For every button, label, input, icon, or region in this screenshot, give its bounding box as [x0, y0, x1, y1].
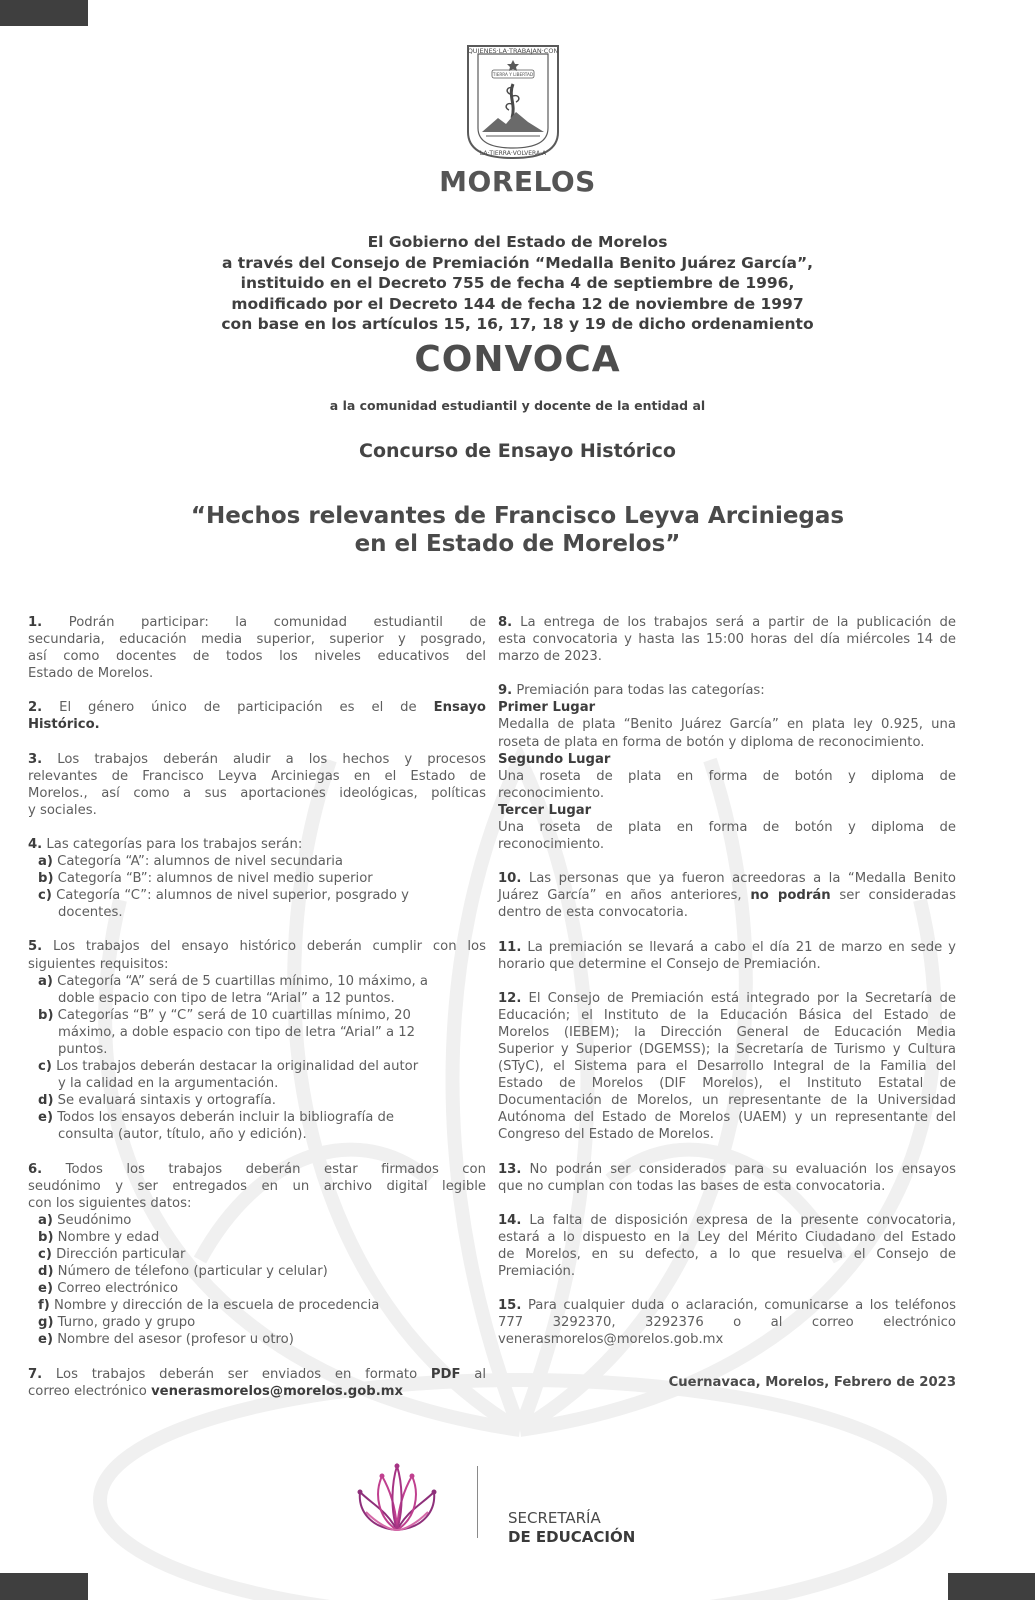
bases-right-column	[498, 614, 956, 1391]
base-text: Morelos., así como a sus aportaciones ideológicas, políticas	[28, 785, 486, 801]
base-text: Una roseta de plata en forma de botón y diploma de	[498, 820, 956, 836]
base-text: Para cualquier duda o aclaración, comunicarse a los teléfonos	[527, 1298, 956, 1314]
base-text: El género único de participación es el de	[59, 700, 417, 716]
base-bold-text: Histórico.	[28, 717, 100, 733]
base-text: (STyC), el Sistema para el Desarrollo Integral de la Familia del	[498, 1059, 956, 1075]
intro-line: a través del Consejo de Premiación “Medalla Benito Juárez García”,	[221, 253, 814, 272]
list-item-continuation: doble espacio con tipo de letra “Arial” a 12 puntos.	[58, 990, 395, 1006]
base-text: La falta de disposición expresa de la presente convocatoria,	[529, 1212, 956, 1228]
base-text: relevantes de Francisco Leyva Arciniegas en el Estado de	[28, 768, 486, 784]
base-4	[28, 836, 486, 921]
base-6	[28, 1161, 486, 1349]
seal-banner-text: TIERRA Y LIBERTAD	[492, 72, 534, 77]
base-text: Juárez García” en años anteriores,	[498, 888, 742, 904]
base-bold-text: Ensayo	[433, 700, 486, 716]
base-text: Estado de Morelos (DIF Morelos), el Instituto Estatal de	[498, 1076, 956, 1092]
list-item: c) Dirección particular	[38, 1247, 186, 1262]
intro-line: modificado por el Decreto 144 de fecha 12 de noviembre de 1997	[231, 294, 804, 313]
base-text: Superior y Superior (DGEMSS); la Secretaría de Turismo y Cultura	[498, 1041, 956, 1057]
base-number: 5.	[28, 939, 43, 955]
base-number: 12.	[498, 990, 522, 1006]
list-item: e) Correo electrónico	[38, 1281, 179, 1297]
secretaria-educacion-flower-icon	[350, 1458, 445, 1538]
convoca-heading: CONVOCA	[414, 339, 621, 380]
base-text: que no cumplan con todas las bases de esta convocatoria.	[498, 1178, 886, 1194]
list-item: c) Los trabajos deberán destacar la originalidad del autor	[38, 1059, 419, 1075]
base-text: secundaria, educación media superior, superior y posgrado,	[28, 632, 486, 648]
state-name-heading: MORELOS	[439, 165, 596, 198]
base-text: siguientes requisitos:	[28, 956, 169, 972]
intro-line: con base en los artículos 15, 16, 17, 18 y 19 de dicho ordenamiento	[221, 315, 814, 333]
contest-title: Concurso de Ensayo Histórico	[359, 440, 676, 462]
list-item: b) Categoría “B”: alumnos de nivel medio superior	[38, 871, 373, 887]
base-text: Los trabajos del ensayo histórico deberán cumplir con los	[53, 939, 486, 955]
base-text: Medalla de plata “Benito Juárez García” en plata ley 0.925, una	[498, 717, 956, 733]
list-item-continuation: máximo, a doble espacio con tipo de letra “Arial” a 12	[58, 1024, 416, 1040]
contact-email: venerasmorelos@morelos.gob.mx	[498, 1332, 724, 1348]
base-text: Morelos (IEBEM); la Dirección General de Educación Media	[498, 1024, 956, 1040]
base-text: Premiación.	[498, 1264, 576, 1279]
base-text: horario que determine el Consejo de Premiación.	[498, 956, 821, 972]
base-text: marzo de 2023.	[498, 649, 602, 665]
base-text: esta convocatoria y hasta las 15:00 horas del día miércoles 14 de	[498, 632, 956, 648]
intro-line: instituido en el Decreto 755 de fecha 4 de septiembre de 1996,	[240, 274, 795, 292]
base-text: estará a lo dispuesto en la Ley del Mérito Ciudadano del Estado	[498, 1229, 956, 1245]
base-text: Los trabajos deberán ser enviados en formato	[55, 1366, 418, 1382]
base-number: 1.	[28, 615, 43, 630]
list-item: d) Número de télefono (particular y celular)	[38, 1264, 328, 1280]
list-item: g) Turno, grado y grupo	[38, 1315, 196, 1331]
list-item: e) Todos los ensayos deberán incluir la bibliografía de	[38, 1110, 394, 1126]
secretaria-educacion-logo-text	[508, 1509, 635, 1547]
place-and-date: Cuernavaca, Morelos, Febrero de 2023	[668, 1375, 956, 1391]
list-item: c) Categoría “C”: alumnos de nivel superior, posgrado y	[38, 888, 409, 904]
list-item: d) Se evaluará sintaxis y ortografía.	[38, 1093, 276, 1109]
base-text: El Consejo de Premiación está integrado por la Secretaría de	[528, 990, 956, 1006]
base-text: al	[474, 1366, 486, 1382]
footer-divider	[477, 1466, 478, 1538]
base-number: 7.	[28, 1366, 43, 1382]
base-number: 6.	[28, 1161, 43, 1177]
base-1	[28, 614, 486, 682]
corner-tab-bottom-right	[948, 1573, 1035, 1600]
base-text: Documentación de Morelos, un representante de la Universidad	[498, 1093, 956, 1109]
intro-block	[0, 232, 1035, 335]
base-number: 13.	[498, 1161, 522, 1177]
base-text: ser consideradas	[839, 888, 956, 904]
list-item-continuation: consulta (autor, título, año y edición).	[58, 1127, 307, 1143]
corner-tab-top-left	[0, 0, 88, 26]
base-text: correo electrónico	[28, 1383, 147, 1399]
base-text: seudónimo y ser entregados en un archivo digital legible	[28, 1178, 486, 1194]
base-number: 11.	[498, 939, 522, 955]
bases-left-column	[28, 614, 486, 1417]
base-14	[498, 1212, 956, 1280]
seal-motto-bottom: LA·TIERRA·VOLVERA·A	[479, 150, 547, 157]
list-item: a) Seudónimo	[38, 1212, 132, 1228]
contact-email: venerasmorelos@morelos.gob.mx	[151, 1383, 403, 1399]
seal-motto-top: QUIENES·LA·TRABAJAN·CON	[467, 47, 559, 55]
base-text: La premiación se llevará a cabo el día 21 de marzo en sede y	[527, 939, 956, 955]
base-number: 4.	[28, 836, 43, 852]
base-text: Educación; el Instituto de la Educación Básica del Estado de	[498, 1007, 956, 1023]
base-text: No podrán ser considerados para su evaluación los ensayos	[529, 1161, 956, 1177]
base-text: Los trabajos deberán aludir a los hechos y procesos	[57, 751, 486, 767]
base-3	[28, 751, 486, 819]
base-11	[498, 939, 956, 973]
base-7	[28, 1366, 486, 1400]
base-9	[498, 682, 956, 853]
list-item: f) Nombre y dirección de la escuela de procedencia	[38, 1298, 380, 1314]
base-5	[28, 938, 486, 1143]
base-13	[498, 1161, 956, 1195]
contact-phones: 777 3292370, 3292376 o al correo electrónico	[498, 1315, 956, 1331]
award-title: Tercer Lugar	[498, 802, 592, 818]
list-item: b) Categorías “B” y “C” será de 10 cuartillas mínimo, 20	[38, 1007, 411, 1023]
base-bold-text: PDF	[430, 1366, 461, 1382]
list-item: a) Categoría “A”: alumnos de nivel secundaria	[38, 854, 343, 870]
base-text: reconocimiento.	[498, 785, 605, 801]
base-text: Las categorías para los trabajos serán:	[46, 836, 303, 852]
base-number: 2.	[28, 700, 43, 716]
list-item: a) Categoría “A” será de 5 cuartillas mínimo, 10 máximo, a	[38, 973, 428, 989]
base-text: Podrán participar: la comunidad estudiantil de	[68, 615, 486, 630]
contest-theme	[0, 502, 1035, 558]
list-item-continuation: y la calidad en la argumentación.	[58, 1076, 279, 1092]
base-15	[498, 1297, 956, 1348]
base-text: reconocimiento.	[498, 837, 605, 853]
list-item-continuation: docentes.	[58, 905, 123, 921]
base-number: 14.	[498, 1212, 522, 1228]
award-title: Segundo Lugar	[498, 751, 611, 767]
base-text: Todos los trabajos deberán estar firmados con	[65, 1161, 486, 1177]
base-number: 3.	[28, 751, 43, 767]
base-8	[498, 614, 956, 665]
base-number: 15.	[498, 1298, 522, 1314]
base-text: dentro de esta convocatoria.	[498, 905, 688, 921]
base-text: roseta de plata en forma de botón y diploma de reconocimiento.	[498, 734, 925, 750]
base-text: Una roseta de plata en forma de botón y diploma de	[498, 768, 956, 784]
base-number: 9.	[498, 683, 513, 699]
base-text: y sociales.	[28, 802, 97, 818]
base-text: de Morelos, en su defecto, a lo que resuelva el Consejo de	[498, 1246, 956, 1262]
base-text: así como docentes de todos los niveles educativos del	[28, 649, 486, 665]
footer-line-1: SECRETARÍA	[508, 1509, 601, 1527]
base-text: Estado de Morelos.	[28, 666, 154, 682]
base-text: Congreso del Estado de Morelos.	[498, 1127, 714, 1143]
base-10	[498, 870, 956, 921]
base-text: Premiación para todas las categorías:	[516, 683, 765, 699]
theme-line-1: “Hechos relevantes de Francisco Leyva Arciniegas	[190, 503, 845, 529]
base-text: Autónoma del Estado de Morelos (UAEM) y un representante del	[498, 1110, 956, 1126]
base-text: La entrega de los trabajos será a partir de la publicación de	[520, 615, 956, 630]
morelos-coat-of-arms-logo	[466, 44, 560, 160]
list-item: b) Nombre y edad	[38, 1229, 160, 1245]
base-2	[28, 699, 486, 733]
list-item-continuation: puntos.	[58, 1041, 108, 1057]
award-title: Primer Lugar	[498, 700, 596, 716]
invite-line: a la comunidad estudiantil y docente de la entidad al	[329, 398, 706, 413]
theme-line-2: en el Estado de Morelos”	[354, 531, 681, 557]
base-text: Las personas que ya fueron acreedoras a la “Medalla Benito	[528, 871, 956, 887]
intro-line: El Gobierno del Estado de Morelos	[367, 233, 668, 251]
base-number: 10.	[498, 871, 522, 887]
corner-tab-bottom-left	[0, 1573, 88, 1600]
base-bold-text: no podrán	[750, 888, 831, 904]
list-item: e) Nombre del asesor (profesor u otro)	[38, 1332, 294, 1348]
base-text: con los siguientes datos:	[28, 1195, 192, 1211]
base-number: 8.	[498, 615, 513, 630]
base-12	[498, 990, 956, 1144]
footer-line-2: DE EDUCACIÓN	[508, 1528, 636, 1546]
